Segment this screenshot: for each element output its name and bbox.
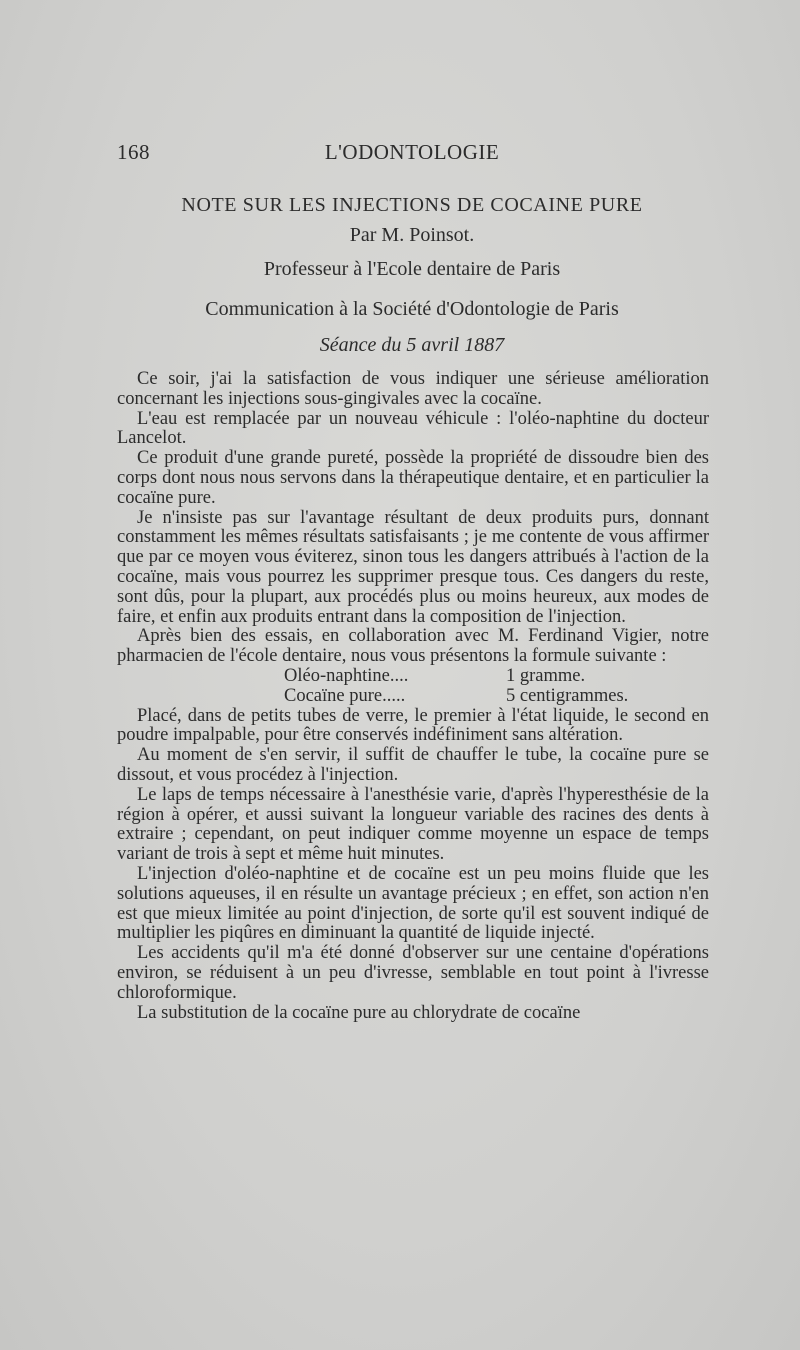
formula-row (284, 667, 709, 687)
ingredient-name: Cocaïne pure..... (284, 685, 406, 706)
page-header (117, 140, 707, 170)
formula-table (117, 667, 709, 707)
paragraph: Après bien des essais, en collaboration avec M. Ferdinand Vigier, notre pharmacien de l'école dentaire, nous vous présentons la formule suivante : (117, 626, 709, 667)
seance-date: Séance du 5 avril 1887 (319, 334, 505, 356)
running-title: L'ODONTOLOGIE (324, 140, 500, 164)
paragraph: Ce soir, j'ai la satisfaction de vous indiquer une sérieuse amélioration concernant les injections sous-gingivales avec la cocaïne. (117, 369, 709, 409)
article-heading (117, 190, 707, 360)
article-body (117, 370, 709, 1023)
article-title: NOTE SUR LES INJECTIONS DE COCAINE PURE (181, 194, 643, 216)
paragraph: L'eau est remplacée par un nouveau véhicule : l'oléo-naphtine du docteur Lancelot. (117, 408, 709, 449)
article-byline: Par M. Poinsot. (349, 224, 475, 246)
paragraph: Je n'insiste pas sur l'avantage résultant de deux produits purs, donnant constamment les mêmes résultats satisfaisants ; je me contente de vous affirmer que par ce moyen vous éviterez, sinon tous les dangers attribués à l'action de la cocaïne, mais vous pourrez les supprimer presque tous. Ces dangers du reste, sont dûs, pour la plupart, aux procédés plus ou moins heureux, aux modes de faire, et enfin aux produits entrant dans la composition de l'injection. (117, 507, 709, 627)
paragraph: Le laps de temps nécessaire à l'anesthésie varie, d'après l'hyperesthésie de la région à opérer, et aussi suivant la longueur variable des racines des dents à extraire ; cependant, on peut indiquer comme moyenne un espace de temps variant de trois à sept et même huit minutes. (117, 784, 709, 865)
author-affiliation: Professeur à l'Ecole dentaire de Paris (263, 258, 561, 280)
ingredient-quantity: 1 gramme. (506, 665, 586, 686)
paragraph: Ce produit d'une grande pureté, possède la propriété de dissoudre bien des corps dont nous nous servons dans la thérapeutique dentaire, et en particulier la cocaïne pure. (117, 448, 709, 508)
formula-row (284, 687, 709, 707)
paragraph: L'injection d'oléo-naphtine et de cocaïne est un peu moins fluide que les solutions aqueuses, il en résulte un avantage précieux ; en effet, son action n'en est que mieux limitée au point d'injection, de sorte qu'il est souvent indiqué de multiplier les piqûres en diminuant la quantité de liquide injecté. (117, 863, 709, 944)
paragraph: La substitution de la cocaïne pure au chlorydrate de cocaïne (137, 1002, 581, 1023)
ingredient-quantity: 5 centigrammes. (506, 685, 629, 706)
page-number: 168 (117, 140, 150, 164)
paragraph: Placé, dans de petits tubes de verre, le premier à l'état liquide, le second en poudre impalpable, pour être conservés indéfiniment sans altération. (117, 705, 709, 746)
paragraph: Au moment de s'en servir, il suffit de chauffer le tube, la cocaïne pure se dissout, et vous procédez à l'injection. (117, 745, 709, 785)
ingredient-name: Oléo-naphtine.... (284, 665, 409, 686)
communication-line: Communication à la Société d'Odontologie de Paris (205, 298, 619, 320)
paragraph: Les accidents qu'il m'a été donné d'observer sur une centaine d'opérations environ, se réduisent à un peu d'ivresse, semblable en tout point à l'ivresse chloroformique. (117, 943, 709, 1003)
